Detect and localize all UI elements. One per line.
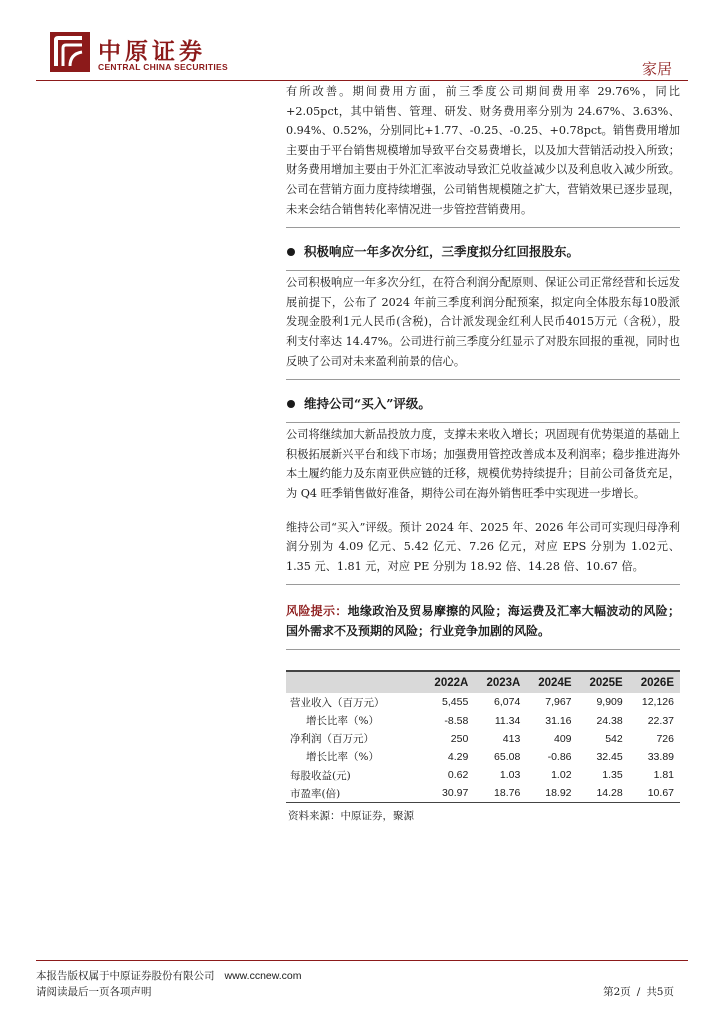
table-cell: 24.38 (596, 714, 623, 727)
table-column-header: 2024E (526, 671, 577, 693)
logo-chinese-name: 中原证券 (98, 39, 206, 65)
bullet-dot-icon (287, 400, 295, 408)
table-cell: 6,074 (494, 696, 521, 709)
row-label: 营业收入（百万元） (290, 696, 385, 709)
financial-forecast-table (286, 670, 680, 823)
company-logo (50, 32, 250, 76)
footer-disclaimer: 请阅读最后一页各项声明 (36, 986, 152, 998)
table-cell: 1.03 (499, 769, 521, 782)
table-cell: 31.16 (545, 714, 572, 727)
table-row (286, 711, 680, 729)
section-divider (286, 379, 680, 380)
table-cell: 0.62 (447, 769, 469, 782)
table-column-header: 2026E (629, 671, 680, 693)
table-column-header: 2022A (422, 671, 474, 693)
table-row (286, 693, 680, 711)
table-cell: 11.34 (494, 714, 521, 727)
paragraph-forecast: 维持公司“买入”评级。预计 2024 年、2025 年、2026 年公司可实现归母净利润分别为 4.09 亿元、5.42 亿元、7.26 亿元，对应 EPS 分别为 1.02元、1.35 元、1.81 元，对应 PE 分别为 18.92 倍、14.28 倍、10.67 倍。 (286, 520, 680, 573)
bullet-heading-dividend (286, 242, 680, 262)
table-cell: 409 (554, 732, 572, 745)
row-label: 增长比率（%） (306, 715, 379, 728)
table-header-row (286, 671, 680, 693)
table-cell: 65.08 (494, 750, 521, 763)
row-label: 净利润（百万元） (290, 733, 374, 746)
risk-warning-text: 地缘政治及贸易摩擦的风险；海运费及汇率大幅波动的风险；国外需求不及预期的风险；行业竞争加剧的风险。 (286, 604, 680, 639)
row-label: 每股收益(元) (290, 769, 351, 782)
table-cell: 250 (450, 732, 469, 745)
bullet-heading-text: 维持公司“买入”评级。 (304, 396, 431, 412)
logo-english-name: CENTRAL CHINA SECURITIES (98, 62, 228, 72)
table-cell: 1.81 (653, 769, 674, 782)
industry-label: 家居 (641, 60, 672, 78)
table-column-header: 2025E (578, 671, 629, 693)
table-cell: 5,455 (442, 696, 469, 709)
section-divider (286, 227, 680, 228)
risk-warning-lead: 风险提示： (286, 604, 348, 619)
table-cell: 726 (656, 732, 674, 745)
table-cell: 7,967 (545, 696, 572, 709)
table-row (286, 784, 680, 802)
bullet-heading-text: 积极响应一年多次分红，三季度拟分红回报股东。 (304, 244, 580, 260)
footer-copyright: 本报告版权属于中原证券股份有限公司 (36, 970, 215, 982)
table-header-corner (286, 671, 422, 693)
table-cell: 4.29 (447, 750, 469, 763)
table-cell: 1.02 (551, 769, 572, 782)
table-source-note: 资料来源：中原证券，聚源 (288, 809, 414, 822)
logo-mark-icon (50, 32, 90, 72)
current-page: 第2页 (603, 986, 631, 998)
table-cell: 18.92 (526, 784, 577, 802)
table-column-header: 2023A (474, 671, 526, 693)
table-cell: 9,909 (596, 696, 623, 709)
table-cell: 413 (502, 732, 521, 745)
table-cell: -8.58 (444, 714, 469, 727)
row-label: 增长比率（%） (306, 751, 379, 764)
total-pages: 共5页 (646, 986, 674, 998)
table-row (286, 730, 680, 748)
table-cell: 10.67 (629, 784, 680, 802)
table-cell: 22.37 (647, 714, 674, 727)
report-body (286, 80, 680, 823)
footer-divider (36, 960, 688, 961)
section-divider (286, 584, 680, 585)
table-cell: 30.97 (422, 784, 474, 802)
table-row (286, 748, 680, 766)
footer-copyright-line (36, 968, 302, 983)
table-row (286, 766, 680, 784)
table-cell: 18.76 (474, 784, 526, 802)
bullet-dot-icon (287, 248, 295, 256)
table-cell: 14.28 (578, 784, 629, 802)
section-divider (286, 649, 680, 650)
page-footer (36, 960, 688, 1010)
table-cell: 32.45 (596, 750, 623, 763)
section-divider (286, 270, 680, 271)
table-cell: 542 (605, 732, 623, 745)
section-divider (286, 422, 680, 423)
footer-website-link[interactable]: www.ccnew.com (224, 970, 302, 982)
page-separator: / (636, 986, 641, 998)
paragraph-expenses: 有所改善。期间费用方面，前三季度公司期间费用率 29.76%，同比 +2.05pct，其中销售、管理、研发、财务费用率分别为 24.67%、3.63%、0.94%、0.52%，分别同比+1.77、-0.25、-0.25、+0.78pct。销售费用增加主要由于平台销售规模增加导致平台交易费增长，以及加大营销活动投入所致；财务费用增加主要由于外汇汇率波动导致汇兑收益减少以及利息收入减少所致。公司在营销方面力度持续增强，公司销售规模随之扩大，营销效果已逐步显现，未来会结合销售转化率情况进一步管控营销费用。 (286, 85, 680, 216)
paragraph-outlook: 公司将继续加大新品投放力度，支撑未来收入增长；巩固现有优势渠道的基础上积极拓展新兴平台和线下市场；加强费用管控改善成本及利润率；稳步推进海外本土履约能力及东南亚供应链的迁移，规模优势持续提升；目前公司备货充足，为 Q4 旺季销售做好准备，期待公司在海外销售旺季中实现进一步增长。 (286, 428, 680, 500)
table-cell: -0.86 (547, 750, 572, 763)
page-number (603, 984, 674, 999)
bullet-heading-rating (286, 394, 680, 414)
risk-warning (286, 601, 680, 641)
table-cell: 33.89 (647, 750, 674, 763)
page-header (0, 0, 724, 82)
row-label: 市盈率(倍) (286, 784, 422, 802)
table-cell: 1.35 (602, 769, 623, 782)
paragraph-dividend: 公司积极响应一年多次分红，在符合利润分配原则、保证公司正常经营和长远发展前提下，公布了 2024 年前三季度利润分配预案，拟定向全体股东每10股派发现金股利1元人民币(含税)，合计派发现金红利人民币4015万元（含税），股利支付率达 14.47%。公司进行前三季度分红显示了对股东回报的重视，同时也反映了公司对未来盈利前景的信心。 (286, 276, 680, 368)
table-cell: 12,126 (641, 696, 674, 709)
